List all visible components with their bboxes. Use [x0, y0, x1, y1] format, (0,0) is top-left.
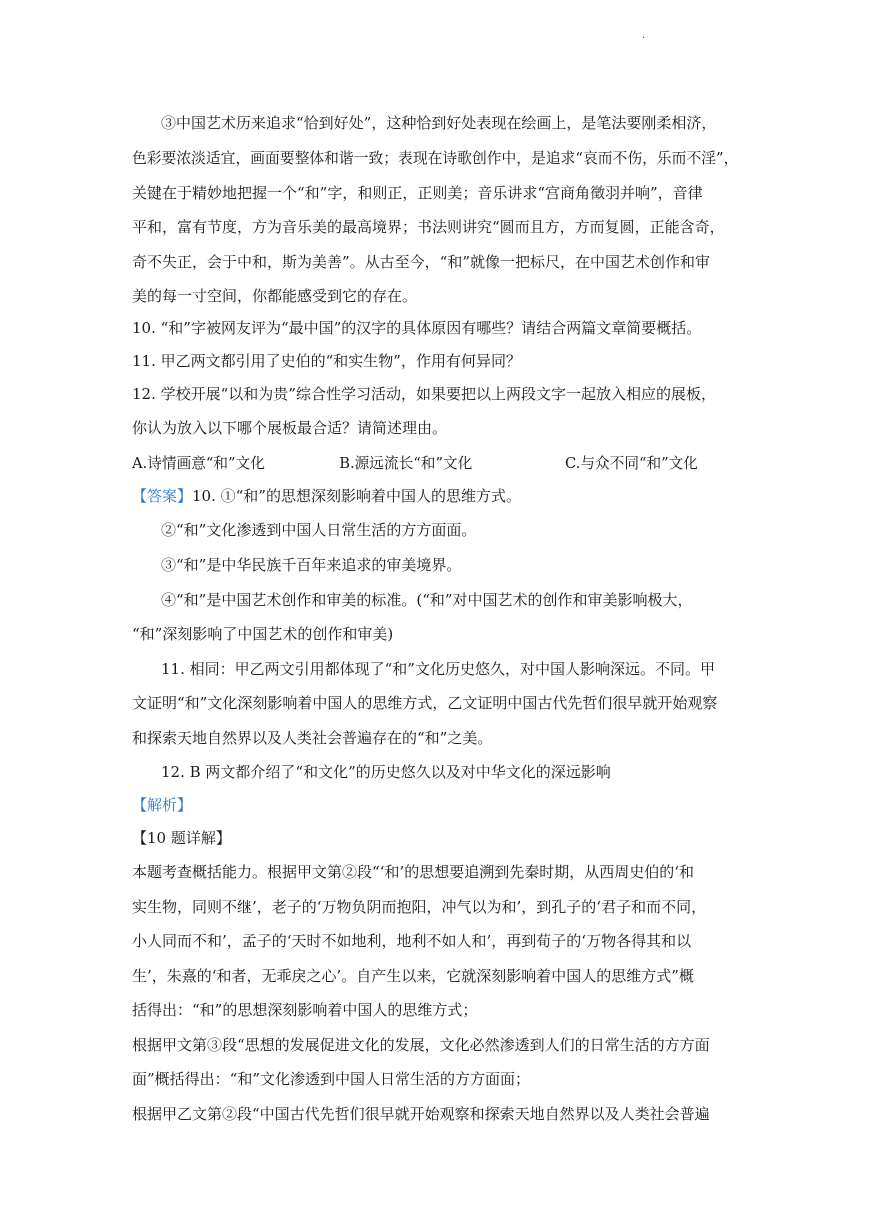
answer-11-line: 文证明“和”文化深刻影响着中国人的思维方式，乙文证明中国古代先哲们很早就开始观察 — [132, 694, 718, 712]
answer-11-line: 11. 相同：甲乙两文引用都体现了“和”文化历史悠久，对中国人影响深远。不同。甲 — [161, 660, 715, 678]
option-b: B.源远流长“和”文化 — [339, 454, 473, 472]
analysis-line: 面”概括得出：“和”文化渗透到中国人日常生活的方方面面； — [132, 1070, 531, 1088]
analysis-line: 根据甲乙文第②段“中国古代先哲们很早就开始观察和探索天地自然界以及人类社会普遍 — [132, 1105, 710, 1123]
option-a: A.诗情画意“和”文化 — [132, 454, 265, 472]
analysis-line: 括得出：“和”的思想深刻影响着中国人的思维方式； — [132, 1001, 478, 1019]
answer-12: 12. B 两文都介绍了“和文化”的历史悠久以及对中华文化的深远影响 — [161, 763, 611, 781]
answer-10-first: 10. ①“和”的思想深刻影响着中国人的思维方式。 — [192, 487, 521, 505]
question-10: 10. “和”字被网友评为“最中国”的汉字的具体原因有哪些？请结合两篇文章简要概括。 — [132, 319, 702, 337]
analysis-q10-heading: 【10 题详解】 — [132, 829, 231, 847]
answer-11-line: 和探索天地自然界以及人类社会普遍存在的“和”之美。 — [132, 729, 493, 747]
analysis-line: 根据甲文第③段“思想的发展促进文化的发展，文化必然渗透到人们的日常生活的方方面 — [132, 1036, 710, 1054]
answer-line — [132, 486, 521, 506]
answer-10-item: ②“和”文化渗透到中国人日常生活的方方面面。 — [161, 521, 477, 539]
question-11: 11. 甲乙两文都引用了史伯的“和实生物”，作用有何异同？ — [132, 352, 521, 370]
passage-line: 色彩要浓淡适宜，画面要整体和谐一致；表现在诗歌创作中，是追求“哀而不伤，乐而不淫”， — [132, 149, 739, 167]
answer-tag: 【答案】 — [132, 487, 193, 505]
answer-10-item: “和”深刻影响了中国艺术的创作和审美) — [132, 625, 394, 643]
analysis-tag: 【解析】 — [132, 796, 193, 814]
analysis-line: 本题考查概括能力。根据甲文第②段“‘和’的思想要追溯到先秦时期，从西周史伯的‘和 — [132, 863, 694, 881]
analysis-line: 实生物，同则不继’，老子的‘万物负阴而抱阳，冲气以为和’，到孔子的‘君子和而不同， — [132, 898, 707, 916]
passage-line: 平和，富有节度，方为音乐美的最高境界；书法则讲究“圆而且方，方而复圆，正能含奇， — [132, 218, 725, 236]
answer-10-item: ④“和”是中国艺术创作和审美的标准。(“和”对中国艺术的创作和审美影响极大， — [161, 591, 693, 609]
passage-line: 关键在于精妙地把握一个“和”字，和则正，正则美；音乐讲求“宫商角徵羽并响”，音律 — [132, 184, 703, 202]
option-c: C.与众不同“和”文化 — [564, 454, 698, 472]
analysis-line: 小人同而不和’，孟子的‘天时不如地利，地利不如人和’，再到荀子的‘万物各得其和以 — [132, 932, 692, 950]
page-dot: . — [642, 30, 646, 41]
question-12-line: 你认为放入以下哪个展板最合适？请简述理由。 — [132, 419, 448, 437]
question-12-options — [132, 453, 738, 473]
analysis-line: 生’，朱熹的‘和者，无乖戾之心’。自产生以来，它就深刻影响着中国人的思维方式”概 — [132, 967, 694, 985]
passage-line: 奇不失正，会于中和，斯为美善”。从古至今，“和”就像一把标尺，在中国艺术创作和审 — [132, 253, 711, 271]
passage-line: ③中国艺术历来追求“恰到好处”，这种恰到好处表现在绘画上，是笔法要刚柔相济， — [161, 114, 717, 132]
passage-line: 美的每一寸空间，你都能感受到它的存在。 — [132, 287, 418, 305]
question-12-line: 12. 学校开展“以和为贵”综合性学习活动，如果要把以上两段文字一起放入相应的展板， — [132, 385, 716, 403]
answer-10-item: ③“和”是中华民族千百年来追求的审美境界。 — [161, 556, 462, 574]
